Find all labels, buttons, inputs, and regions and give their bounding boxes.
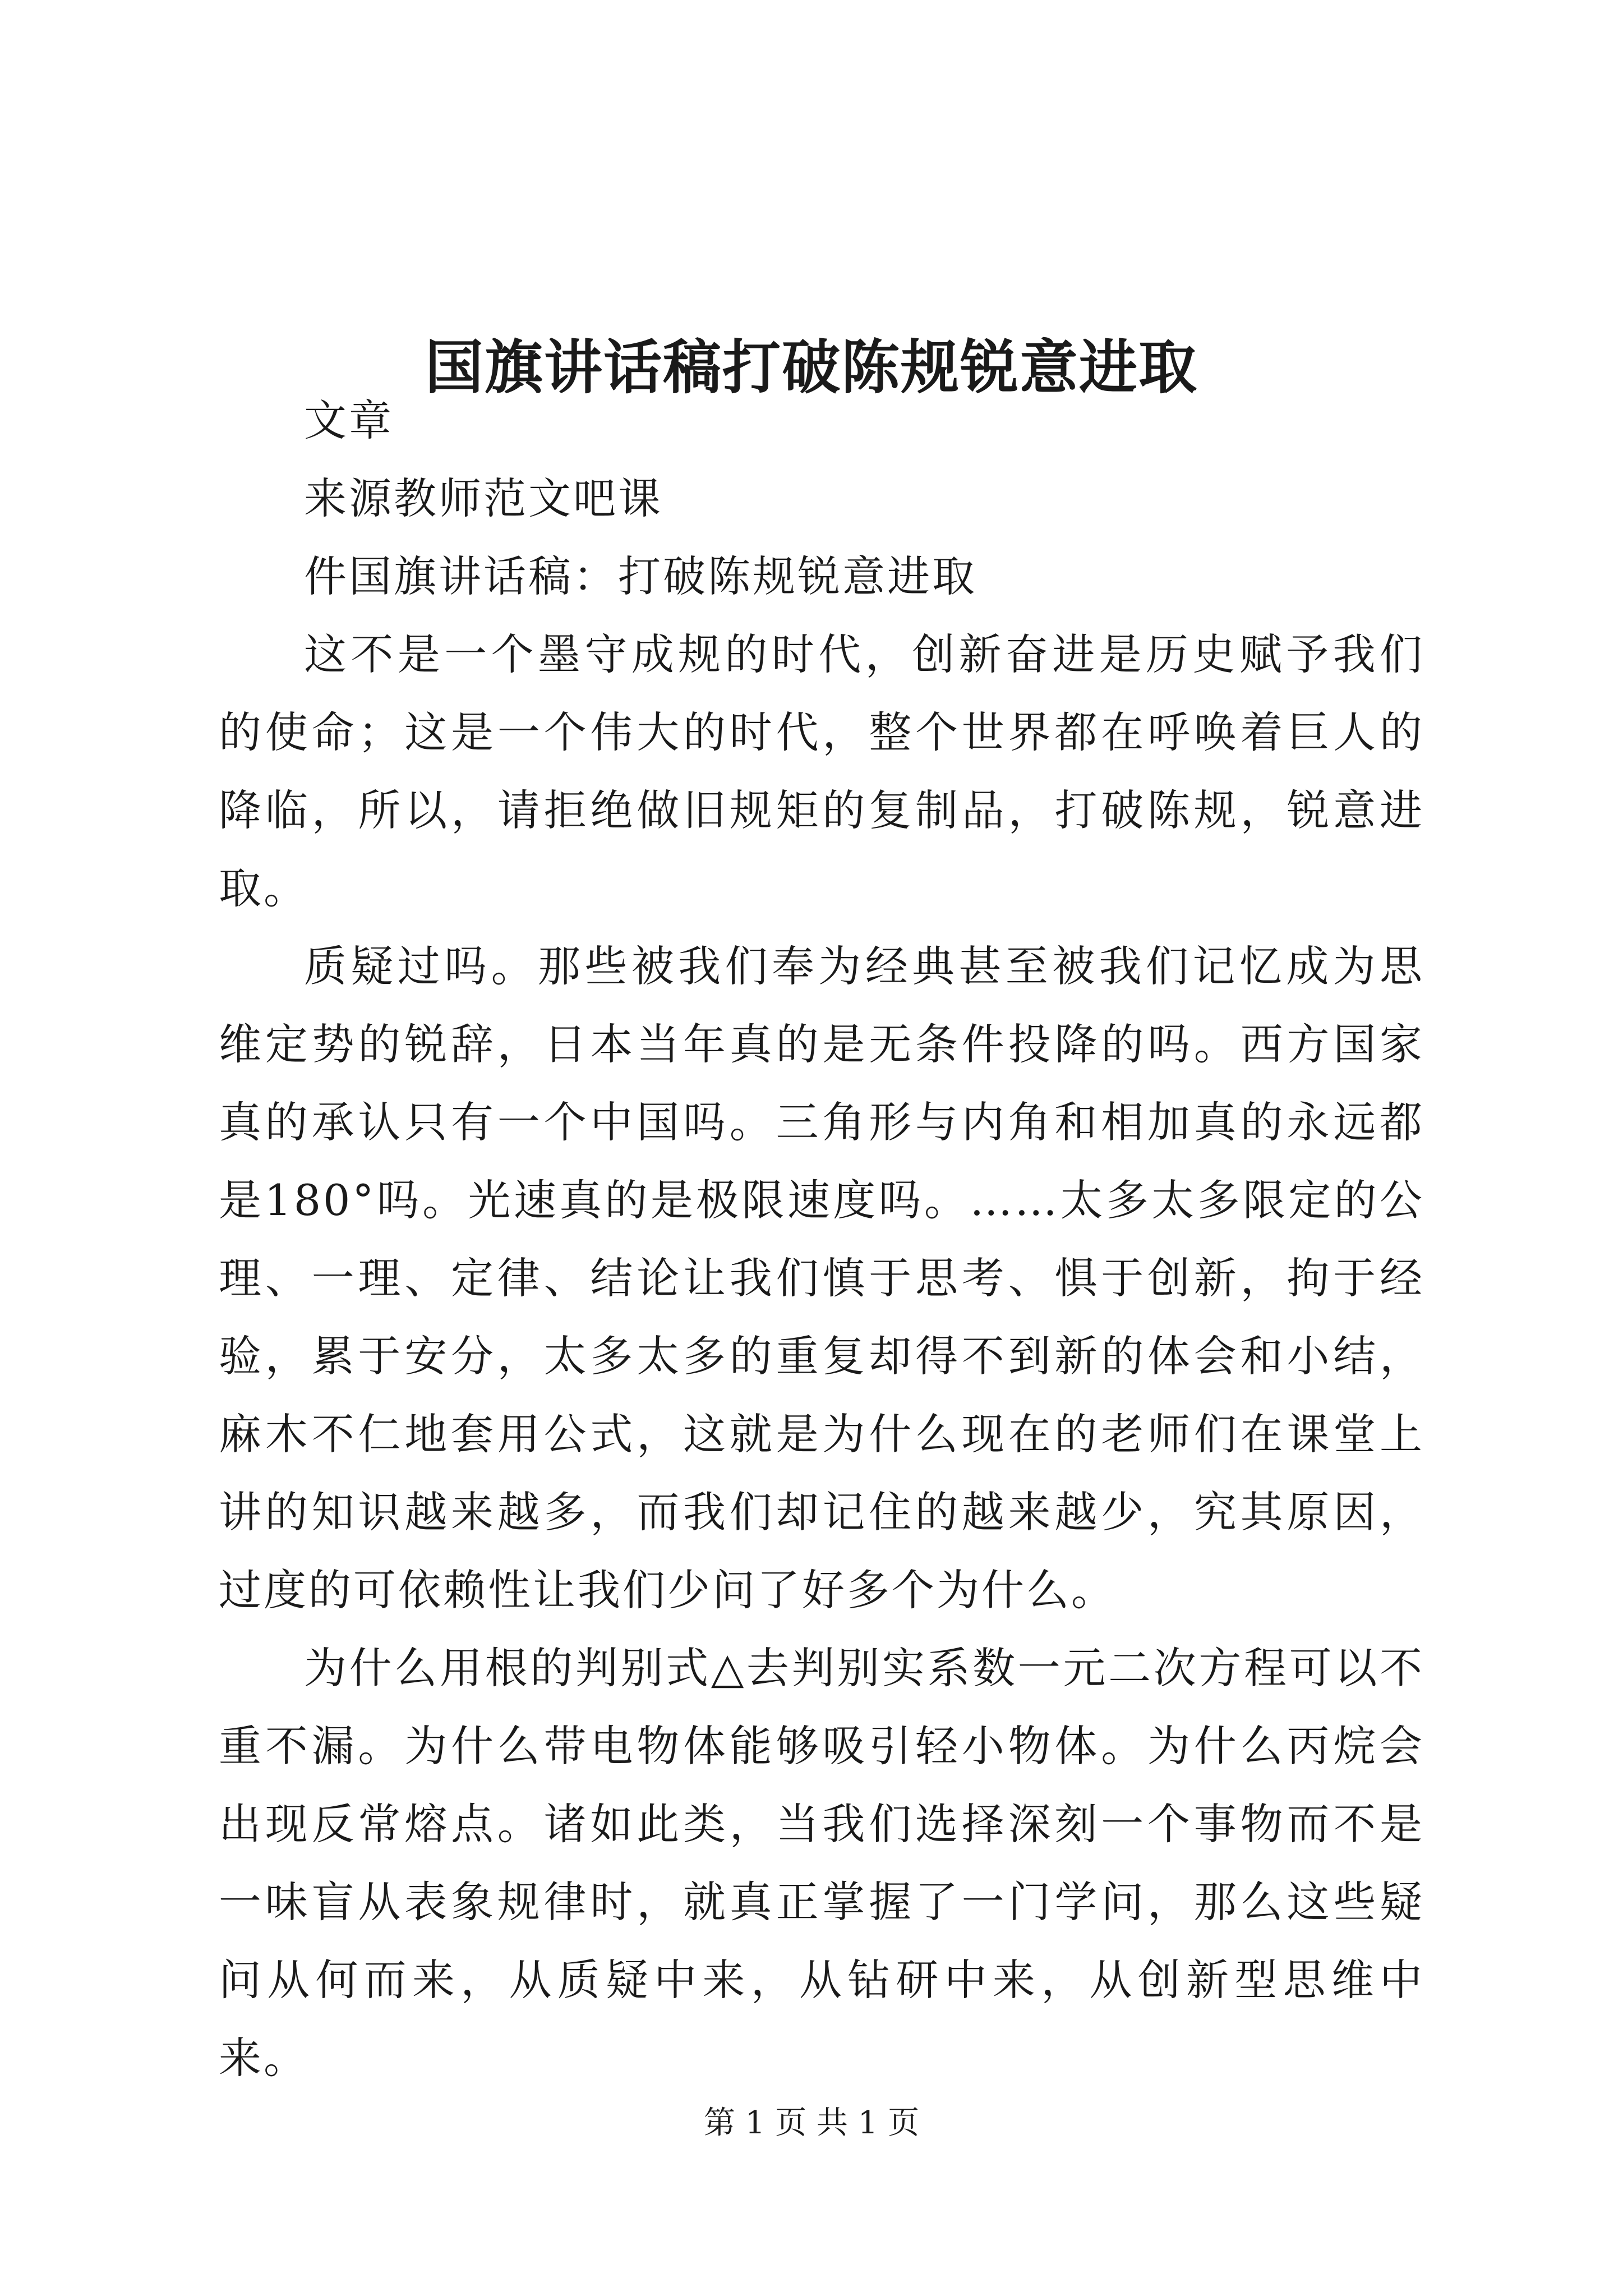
document-title: 国旗讲话稿打破陈规锐意进取 [425,332,1198,402]
paragraph-article-label: 文章 [304,395,394,445]
page-footer: 第 1 页 共 1 页 [703,2105,920,2141]
paragraph-subtitle: 件国旗讲话稿：打破陈规锐意进取 [304,551,977,601]
paragraph-questioning: 质疑过吗。那些被我们奉为经典甚至被我们记忆成为思维定势的锐辞，日本当年真的是无条件投降的吗。西方国家真的承认只有一个中国吗。三角形与内角和相加真的永远都是180°吗。光速真的是极限速度吗。……太多太多限定的公理、一理、定律、结论让我们慎于思考、惧于创新，拘于经验，累于安分，太多太多的重复却得不到新的体会和小结，麻木不仁地套用公式，这就是为什么现在的老师们在课堂上讲的知识越来越多，而我们却记住的越来越少，究其原因，过度的可依赖性让我们少问了好多个为什么。 [219,941,1424,1615]
paragraph-examples: 为什么用根的判别式△去判别实系数一元二次方程可以不重不漏。为什么带电物体能够吸引轻小物体。为什么丙烷会出现反常熔点。诸如此类，当我们选择深刻一个事物而不是一味盲从表象规律时，就真正掌握了一门学问，那么这些疑问从何而来，从质疑中来，从钻研中来，从创新型思维中来。 [219,1643,1424,2083]
paragraph-intro: 这不是一个墨守成规的时代，创新奋进是历史赋予我们的使命；这是一个伟大的时代，整个世界都在呼唤着巨人的降临，所以，请拒绝做旧规矩的复制品，打破陈规，锐意进取。 [219,629,1424,913]
paragraph-source: 来源教师范文吧课 [304,473,663,523]
document-body [219,381,1424,2097]
